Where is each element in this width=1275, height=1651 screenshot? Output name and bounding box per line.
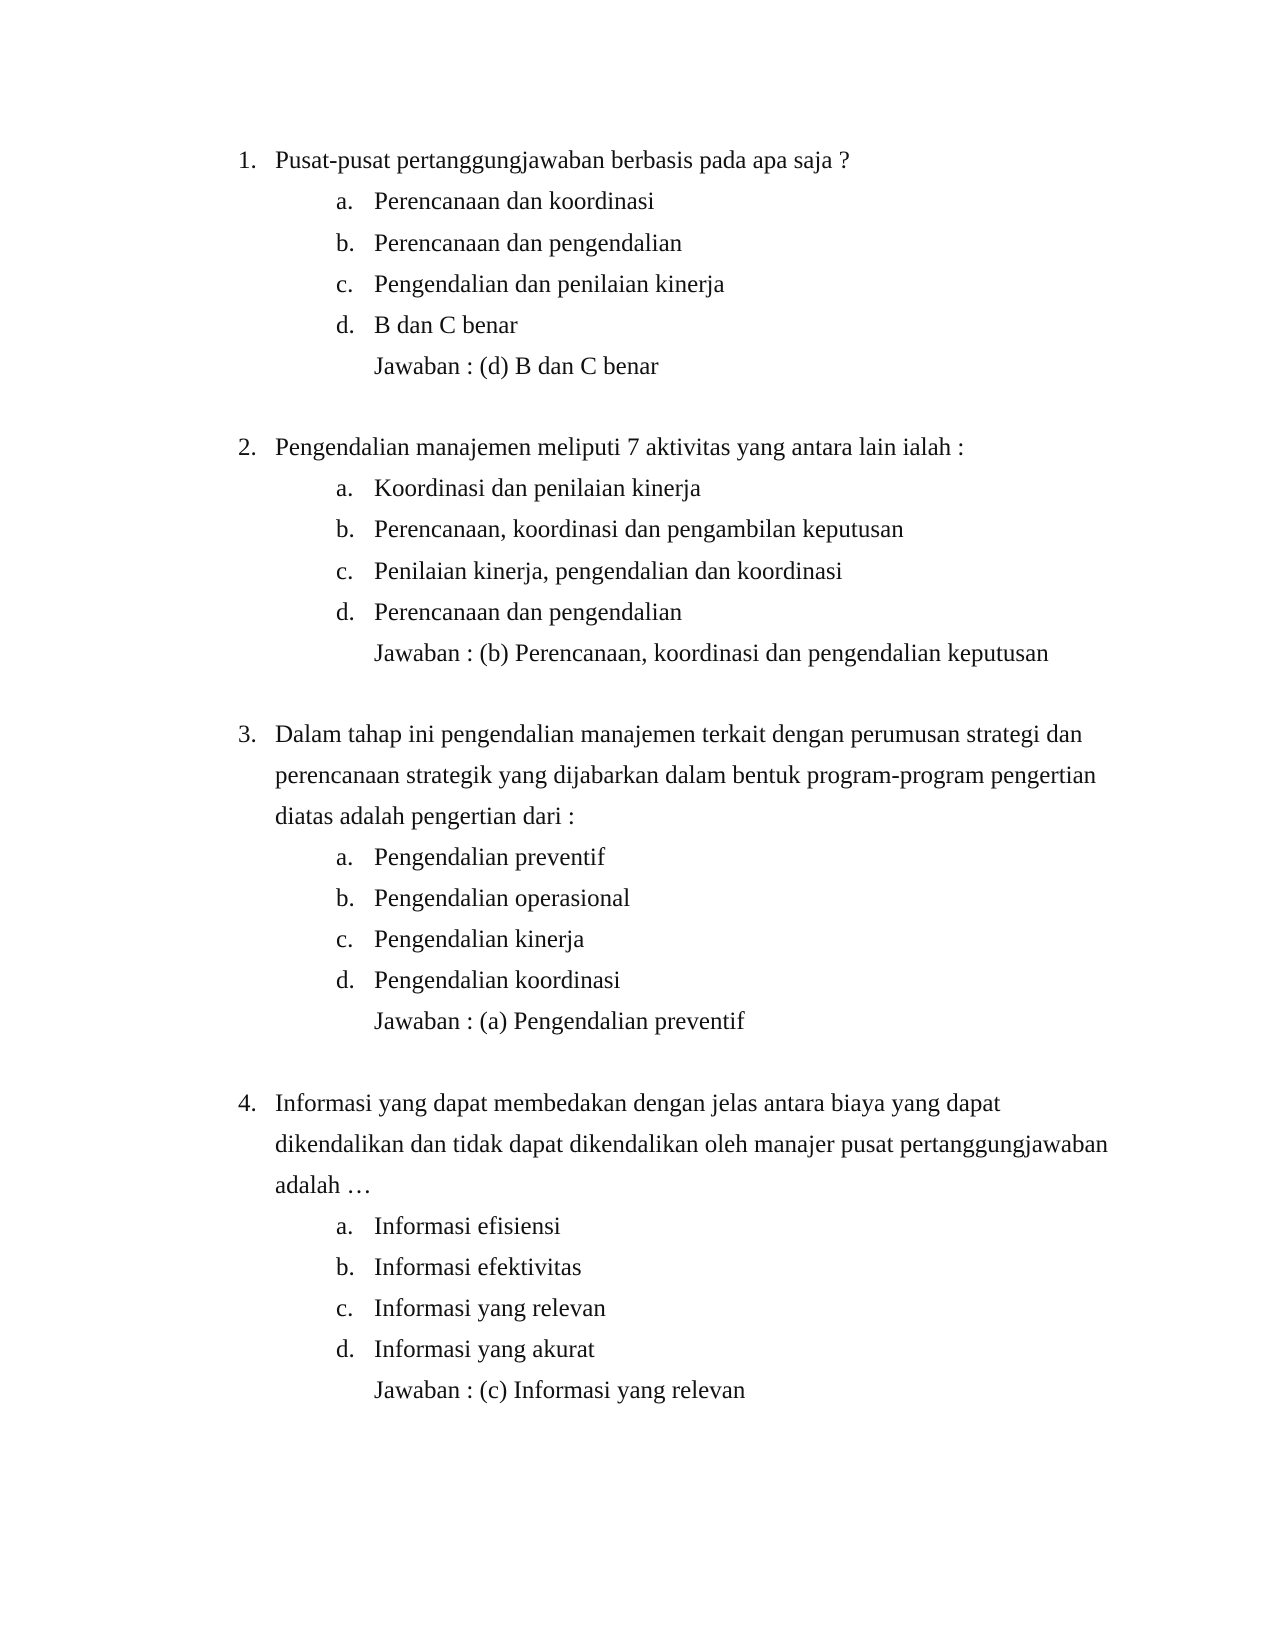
option-letter: c.	[336, 271, 354, 298]
option-text: Informasi efisiensi	[374, 1213, 561, 1240]
option-text: Pengendalian kinerja	[374, 926, 585, 953]
question-text: Informasi yang dapat membedakan dengan jelas antara biaya yang dapat	[275, 1090, 1001, 1117]
question-text: Pusat-pusat pertanggungjawaban berbasis pada apa saja ?	[275, 147, 850, 174]
option-text: Perencanaan, koordinasi dan pengambilan keputusan	[374, 516, 904, 543]
option-text: Pengendalian preventif	[374, 844, 606, 871]
option-text: Pengendalian operasional	[374, 885, 631, 912]
option-letter: a.	[336, 475, 354, 502]
option-text: Koordinasi dan penilaian kinerja	[374, 475, 701, 502]
option-text: Penilaian kinerja, pengendalian dan koordinasi	[374, 558, 843, 585]
question-text: dikendalikan dan tidak dapat dikendalikan oleh manajer pusat pertanggungjawaban	[275, 1131, 1109, 1158]
answer-text: Jawaban : (d) B dan C benar	[374, 353, 659, 380]
option-text: Informasi yang akurat	[374, 1336, 595, 1363]
option-letter: d.	[336, 599, 355, 626]
option-letter: d.	[336, 312, 355, 339]
question-number: 2.	[238, 434, 257, 461]
option-letter: d.	[336, 967, 355, 994]
answer-text: Jawaban : (c) Informasi yang relevan	[374, 1377, 746, 1404]
option-letter: d.	[336, 1336, 355, 1363]
question-number: 4.	[238, 1090, 257, 1117]
option-text: B dan C benar	[374, 312, 518, 339]
option-text: Informasi yang relevan	[374, 1295, 606, 1322]
question-text: perencanaan strategik yang dijabarkan dalam bentuk program-program pengertian	[275, 762, 1097, 789]
question-number: 3.	[238, 721, 257, 748]
option-text: Perencanaan dan koordinasi	[374, 188, 655, 215]
answer-text: Jawaban : (b) Perencanaan, koordinasi dan pengendalian keputusan	[374, 640, 1049, 667]
option-letter: a.	[336, 844, 354, 871]
option-text: Pengendalian koordinasi	[374, 967, 621, 994]
option-letter: b.	[336, 230, 355, 257]
question-text: Dalam tahap ini pengendalian manajemen terkait dengan perumusan strategi dan	[275, 721, 1083, 748]
option-letter: b.	[336, 885, 355, 912]
option-text: Perencanaan dan pengendalian	[374, 599, 683, 626]
question-text: adalah …	[275, 1172, 372, 1199]
answer-text: Jawaban : (a) Pengendalian preventif	[374, 1008, 745, 1035]
option-letter: c.	[336, 558, 354, 585]
option-letter: a.	[336, 188, 354, 215]
option-text: Pengendalian dan penilaian kinerja	[374, 271, 725, 298]
option-text: Informasi efektivitas	[374, 1254, 582, 1281]
question-text: diatas adalah pengertian dari :	[275, 803, 575, 830]
option-text: Perencanaan dan pengendalian	[374, 230, 683, 257]
option-letter: b.	[336, 1254, 355, 1281]
option-letter: c.	[336, 1295, 354, 1322]
question-text: Pengendalian manajemen meliputi 7 aktivitas yang antara lain ialah :	[275, 434, 965, 461]
question-number: 1.	[238, 147, 257, 174]
option-letter: a.	[336, 1213, 354, 1240]
option-letter: b.	[336, 516, 355, 543]
option-letter: c.	[336, 926, 354, 953]
